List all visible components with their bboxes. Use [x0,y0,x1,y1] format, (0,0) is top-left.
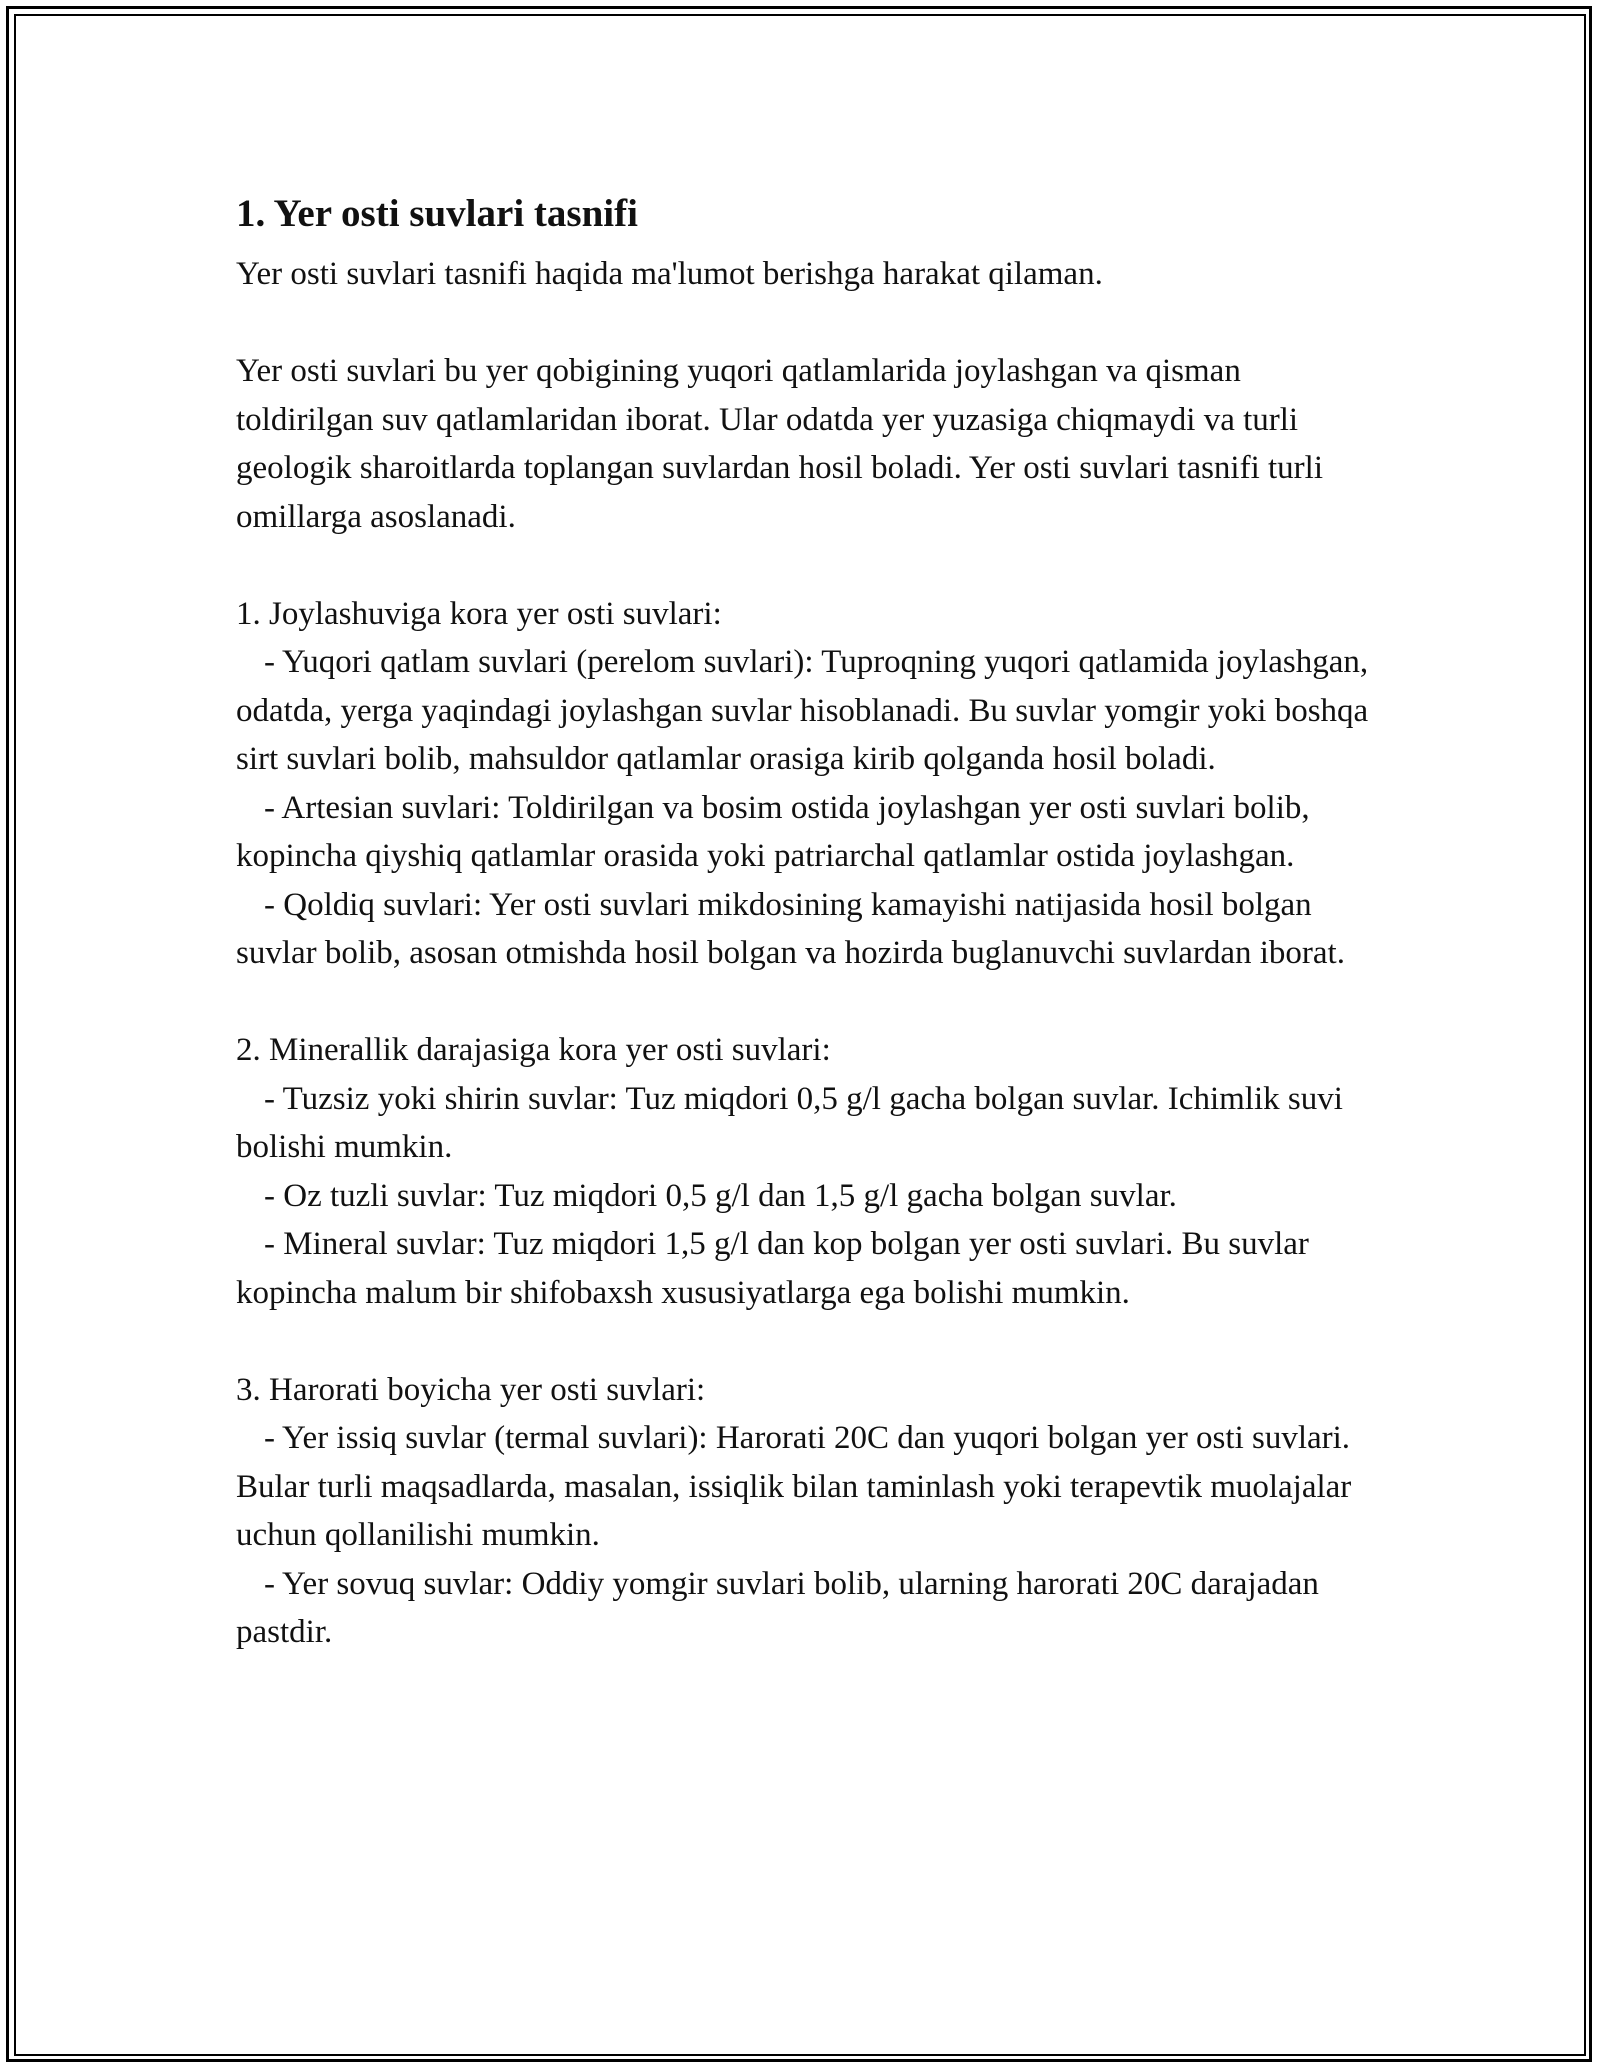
list-item: - Yuqori qatlam suvlari (perelom suvlari): Tuproqning yuqori qatlamida joylashgan, odatda, yerga yaqindagi joylashgan suvlar hisoblanadi. Bu suvlar yomgir yoki boshqa sirt suvlari bolib, mahsuldor qatlamlar orasiga kirib qolganda hosil boladi. [236,644,1369,777]
document-title: 1. Yer osti suvlari tasnifi [236,192,638,235]
intro-paragraph: Yer osti suvlari tasnifi haqida ma'lumot berishga harakat qilaman. [236,256,1103,292]
list-item: - Qoldiq suvlari: Yer osti suvlari mikdosining kamayishi natijasida hosil bolgan suvlar bolib, asosan otmishda hosil bolgan va hozirda buglanuvchi suvlardan iborat. [236,886,1345,971]
paragraph-spacer [236,1317,1386,1366]
paragraph-spacer [236,541,1386,590]
list-item: - Mineral suvlar: Tuz miqdori 1,5 g/l dan kop bolgan yer osti suvlari. Bu suvlar kopincha malum bir shifobaxsh xususiyatlarga ega bolishi mumkin. [236,1226,1309,1311]
section-heading: 2. Minerallik darajasiga kora yer osti suvlari: [236,1032,831,1068]
definition-paragraph: Yer osti suvlari bu yer qobigining yuqori qatlamlarida joylashgan va qisman toldirilgan suv qatlamlaridan iborat. Ular odatda yer yuzasiga chiqmaydi va turli geologik sharoitlarda toplangan suvlardan hosil boladi. Yer osti suvlari tasnifi turli omillarga asoslanadi. [236,353,1324,535]
section-location [236,590,1386,978]
section-mineralization [236,1026,1386,1317]
section-heading: 3. Harorati boyicha yer osti suvlari: [236,1371,706,1408]
list-item: - Tuzsiz yoki shirin suvlar: Tuz miqdori 0,5 g/l gacha bolgan suvlar. Ichimlik suvi bolishi mumkin. [236,1080,1343,1165]
paragraph-spacer [236,299,1386,348]
list-item: - Artesian suvlari: Toldirilgan va bosim ostida joylashgan yer osti suvlari bolib, kopincha qiyshiq qatlamlar orasida yoki patriarchal qatlamlar ostida joylashgan. [236,789,1310,874]
paragraph-spacer [236,978,1386,1027]
list-item: - Yer sovuq suvlar: Oddiy yomgir suvlari bolib, ularning harorati 20C darajadan pastdir. [236,1565,1319,1650]
list-item: - Yer issiq suvlar (termal suvlari): Harorati 20C dan yuqori bolgan yer osti suvlari. Bular turli maqsadlarda, masalan, issiqlik bilan taminlash yoki terapevtik muolajalar uchun qollanilishi mumkin. [236,1420,1352,1553]
document-body [236,186,1386,1657]
list-item: - Oz tuzli suvlar: Tuz miqdori 0,5 g/l dan 1,5 g/l gacha bolgan suvlar. [264,1177,1177,1214]
section-temperature [236,1366,1386,1657]
section-heading: 1. Joylashuviga kora yer osti suvlari: [236,595,722,632]
